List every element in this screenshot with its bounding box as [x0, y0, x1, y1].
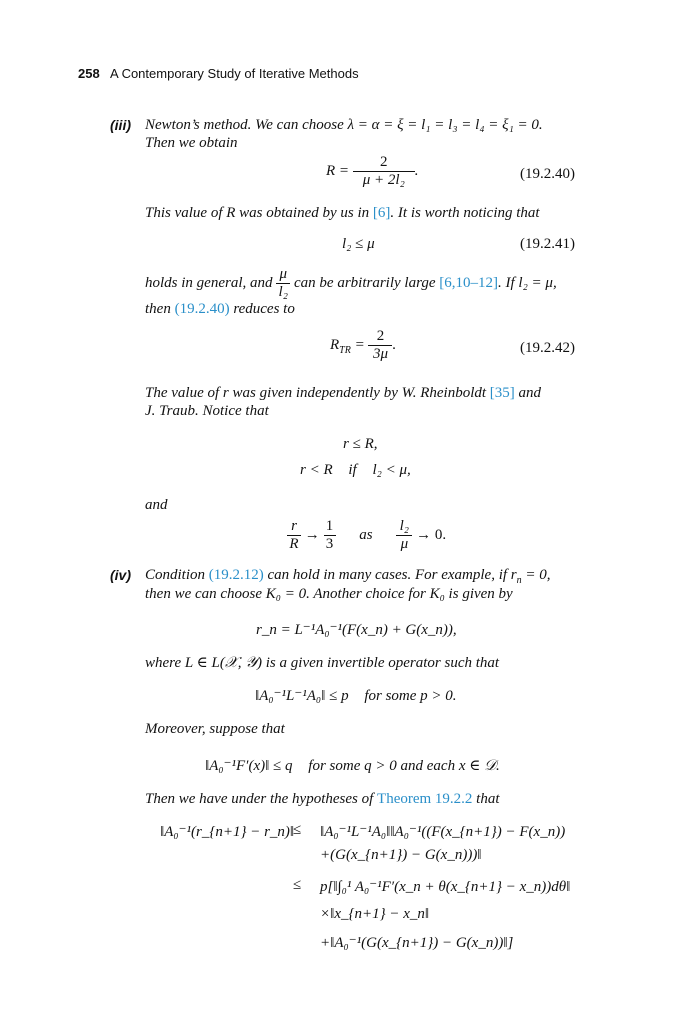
- paragraph-holds-general: [145, 266, 557, 301]
- as-word: as: [359, 526, 373, 543]
- paragraph-holds-line2: [145, 300, 295, 318]
- p-bound-cond: for some p > 0.: [364, 688, 457, 704]
- paragraph-moreover: Moreover, suppose that: [145, 721, 285, 737]
- page-number: 258: [78, 66, 100, 81]
- frac-l2-num: l₂: [399, 518, 410, 534]
- final-eq-line3: p[‖∫₀¹ A₀⁻¹F′(x_n + θ(x_{n+1} − x_n))dθ‖: [320, 879, 571, 895]
- citation-link[interactable]: [6]: [372, 205, 391, 221]
- para-rheinboldt-start: The value of r was given independently by W. Rheinboldt: [145, 385, 490, 401]
- inequality-r-lt-r: [300, 462, 411, 479]
- para-holds-line2-end: reduces to: [229, 301, 295, 317]
- final-eq-le-1: ≤: [293, 822, 302, 838]
- eq-number-19-2-42: (19.2.42): [520, 340, 575, 356]
- eq40-period: .: [414, 162, 419, 179]
- mu-over-l2-fraction: [276, 266, 290, 301]
- equation-link[interactable]: (19.2.40): [174, 301, 230, 317]
- item-iv-tail: = 0,: [521, 567, 551, 583]
- item-iii-line2: Then we obtain: [145, 135, 238, 151]
- frac-mu: μ: [279, 266, 288, 282]
- citation-link[interactable]: [35]: [489, 385, 515, 401]
- eq40-denominator: μ + 2l₂: [353, 171, 415, 189]
- frac-mu-den: μ: [396, 535, 412, 553]
- frac-r-num: r: [291, 518, 297, 534]
- equation-19-2-42: [330, 328, 396, 363]
- inequality-r-le-r: r ≤ R,: [343, 436, 378, 452]
- item-iii-line1: [145, 116, 543, 134]
- frac-l2: l₂: [276, 283, 290, 301]
- p-bound-expr: ‖A₀⁻¹L⁻¹A₀‖ ≤ p: [255, 688, 349, 704]
- item-iii-text: Newton’s method. We can choose: [145, 117, 348, 133]
- item-iv-start: Condition: [145, 567, 209, 583]
- item-iv-label: (iv): [110, 567, 131, 583]
- eq-number-19-2-41: (19.2.41): [520, 236, 575, 252]
- eq40-numerator: 2: [380, 154, 388, 170]
- ineq-lhs: r < R: [300, 462, 333, 478]
- eq42-equals: =: [354, 336, 365, 353]
- q-bound-expr: ‖A₀⁻¹F′(x)‖ ≤ q: [205, 758, 293, 774]
- frac-one-third: [324, 518, 336, 553]
- para-holds-start: holds in general, and: [145, 274, 277, 291]
- eq42-lhs-sub: TR: [339, 344, 351, 356]
- item-iv-line2: then we can choose K₀ = 0. Another choice for K₀ is given by: [145, 586, 513, 602]
- paragraph-then-we-have: [145, 790, 500, 808]
- paragraph-where-l: where L ∈ L(𝒳, 𝒴) is a given invertible operator such that: [145, 655, 500, 671]
- final-eq-line1-rhs: ‖A₀⁻¹L⁻¹A₀‖‖A₀⁻¹((F(x_{n+1}) − F(x_n)): [320, 824, 566, 840]
- para-then-end: that: [472, 791, 500, 807]
- eq42-numerator: 2: [376, 328, 385, 344]
- paragraph-value-of-r: [145, 204, 540, 222]
- final-eq-le-2: ≤: [293, 877, 302, 893]
- final-eq-line4: ×‖x_{n+1} − x_n‖: [320, 906, 430, 922]
- eq40-lhs: R =: [326, 162, 350, 179]
- item-iii-label: (iii): [110, 117, 131, 133]
- frac-r-over-r: [287, 518, 301, 553]
- equation-19-2-41: l₂ ≤ μ: [342, 236, 375, 252]
- equation-rn: r_n = L⁻¹A₀⁻¹(F(x_n) + G(x_n)),: [256, 622, 457, 638]
- paragraph-rheinboldt: [145, 384, 541, 402]
- equation-p-bound: [255, 686, 457, 705]
- final-eq-lhs: ‖A₀⁻¹(r_{n+1} − r_n)‖: [160, 824, 295, 840]
- citation-link[interactable]: [6,10–12]: [439, 274, 499, 291]
- running-title: A Contemporary Study of Iterative Methods: [110, 66, 359, 81]
- frac-l2-over-mu: [396, 518, 412, 553]
- eq42-lhs: R: [330, 336, 340, 353]
- para-holds-line2-start: then: [145, 301, 175, 317]
- item-iv-middle: can hold in many cases. For example, if r: [263, 567, 517, 583]
- limit-equation: [287, 518, 446, 553]
- theorem-link[interactable]: Theorem 19.2.2: [377, 791, 473, 807]
- q-bound-cond: for some q > 0 and each x ∈ 𝒟.: [308, 758, 500, 774]
- eq42-denominator: 3μ: [368, 345, 392, 363]
- ineq-rhs: l₂ < μ,: [372, 462, 411, 478]
- para-value-start: This value of R was obtained by us in: [145, 205, 373, 221]
- item-iv-line1: [145, 566, 551, 584]
- equation-19-2-40: [326, 154, 419, 189]
- final-eq-line2: +(G(x_{n+1}) − G(x_n)))‖: [320, 847, 482, 863]
- eq-number-19-2-40: (19.2.40): [520, 166, 575, 182]
- item-iv-sub-n: n: [516, 575, 522, 586]
- para-rheinboldt-end: and: [514, 385, 542, 401]
- para-value-end: . It is worth noticing that: [390, 205, 540, 221]
- and-word: and: [145, 497, 168, 513]
- item-iii-math: λ = α = ξ = l₁ = l₃ = l₄ = ξ₁ = 0.: [347, 117, 543, 133]
- equation-q-bound: [205, 756, 500, 775]
- para-holds-end: . If l₂ = μ,: [498, 274, 557, 291]
- arrow-one: →: [304, 526, 320, 543]
- para-then-start: Then we have under the hypotheses of: [145, 791, 378, 807]
- final-eq-line5: +‖A₀⁻¹(G(x_{n+1}) − G(x_n))‖]: [320, 935, 514, 951]
- eq42-fraction: [368, 328, 392, 363]
- frac-three: 3: [324, 535, 336, 553]
- eq42-period: .: [392, 336, 397, 353]
- equation-link[interactable]: (19.2.12): [208, 567, 264, 583]
- frac-one: 1: [325, 518, 334, 534]
- frac-r-den: R: [287, 535, 301, 553]
- para-holds-middle: can be arbitrarily large: [290, 274, 440, 291]
- ineq-if: if: [348, 462, 357, 478]
- paragraph-rheinboldt-line2: J. Traub. Notice that: [145, 403, 269, 419]
- eq40-fraction: [353, 154, 415, 189]
- arrow-zero: → 0.: [416, 526, 447, 543]
